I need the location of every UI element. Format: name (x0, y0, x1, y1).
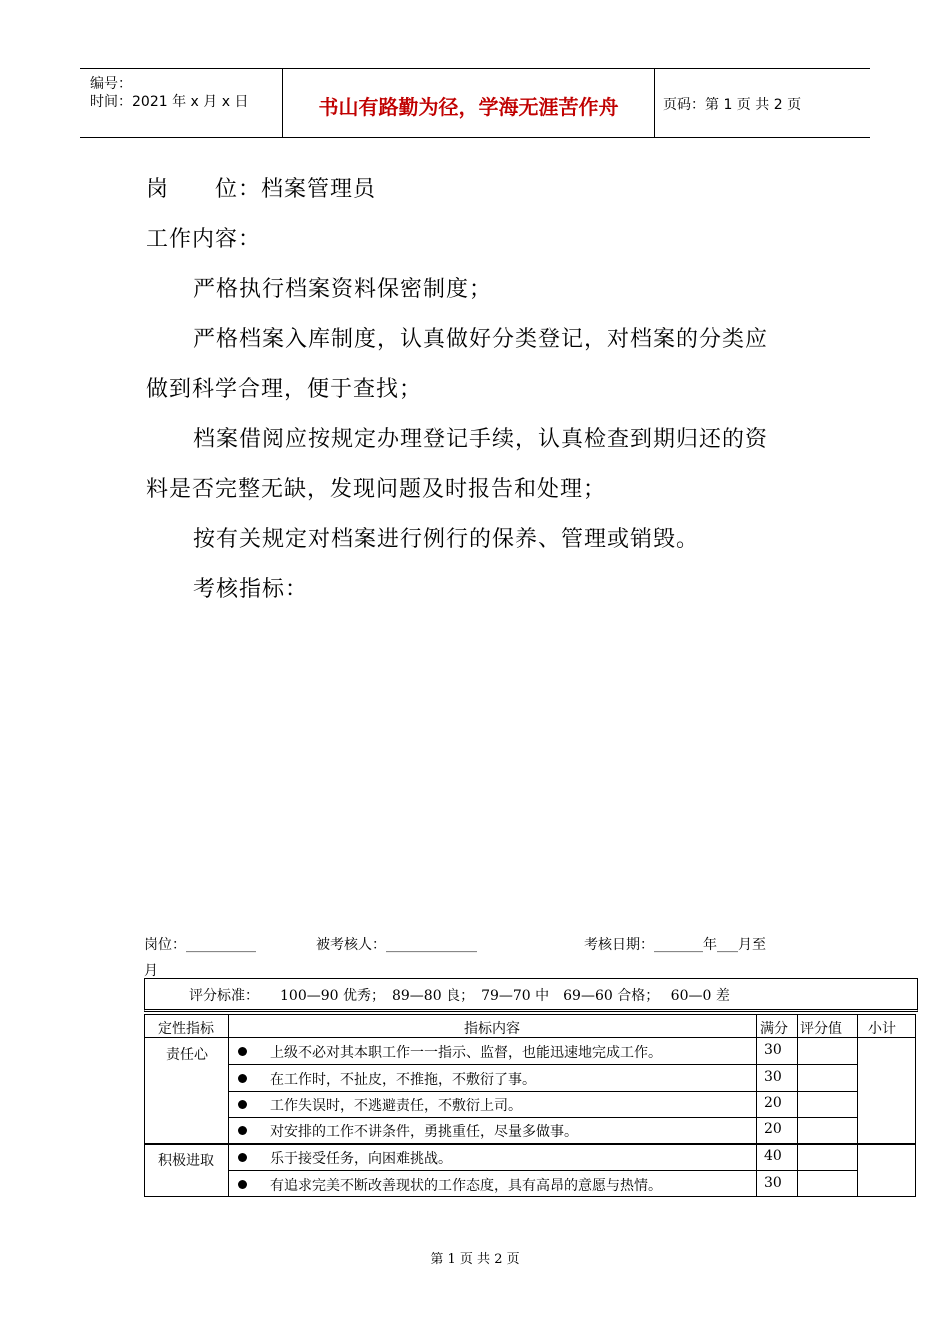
table-line (144, 1143, 916, 1145)
table-row-text: 对安排的工作不讲条件，勇挑重任，尽量多做事。 (270, 1124, 578, 1140)
table-line (228, 1091, 858, 1092)
work-item-2-line-2: 做到科学合理，便于查找； (146, 377, 423, 402)
bullet-icon (238, 1074, 247, 1083)
page-footer: 第 1 页 共 2 页 (430, 1252, 520, 1267)
work-item-3-line-2: 料是否完整无缺，发现问题及时报告和处理； (146, 477, 607, 502)
time-label: 时间：2021 年 x 月 x 日 (90, 94, 249, 110)
header-motto: 书山有路勤为径，学海无涯苦作舟 (318, 95, 619, 119)
bullet-icon (238, 1153, 247, 1162)
table-row-text: 有追求完美不断改善现状的工作态度，具有高昂的意愿与热情。 (270, 1178, 662, 1194)
bullet-icon (238, 1126, 247, 1135)
table-row-text: 上级不必对其本职工作一一指示、监督，也能迅速地完成工作。 (270, 1045, 662, 1061)
form-date-field: 考核日期：_______年___月至 (584, 937, 766, 953)
table-row-full: 20 (764, 1095, 782, 1111)
assess-label: 考核指标： (193, 577, 309, 602)
scoring-standard-box (144, 978, 918, 1012)
work-item-1: 严格执行档案资料保密制度； (193, 277, 493, 302)
table-line (797, 1014, 798, 1197)
header-motto-cell (283, 69, 655, 137)
table-line (144, 1014, 145, 1197)
table-line (857, 1014, 858, 1197)
work-item-3-line-1: 档案借阅应按规定办理登记手续，认真检查到期归还的资 (193, 427, 769, 452)
form-assessee-field: 被考核人：_____________ (316, 937, 477, 953)
table-line (228, 1117, 858, 1118)
number-label: 编号： (90, 76, 132, 92)
work-label: 工作内容： (146, 227, 262, 252)
col-full: 满分 (760, 1021, 788, 1037)
bullet-icon (238, 1180, 247, 1189)
table-row-text: 工作失误时，不逃避责任，不敷衍上司。 (270, 1098, 522, 1114)
table-line (756, 1014, 757, 1197)
table-row-full: 30 (764, 1175, 782, 1191)
table-line (228, 1014, 229, 1197)
page-info: 页码：第 1 页 共 2 页 (663, 97, 802, 113)
scoring-standard: 评分标准： 100—90 优秀； 89—80 良； 79—70 中 69—60 合格； 60—0 差 (189, 988, 730, 1004)
table-row-full: 30 (764, 1042, 782, 1058)
table-row-text: 乐于接受任务，向困难挑战。 (270, 1151, 452, 1167)
form-date-continuation: 月 (144, 963, 158, 979)
header-meta (80, 69, 283, 137)
work-item-2-line-1: 严格档案入库制度，认真做好分类登记，对档案的分类应 (193, 327, 769, 352)
position-line: 岗 位：档案管理员 (146, 177, 377, 202)
work-item-4: 按有关规定对档案进行例行的保养、管理或销毁。 (193, 527, 700, 552)
table-line (144, 1196, 916, 1197)
table-row-text: 在工作时，不扯皮，不推拖，不敷衍了事。 (270, 1072, 536, 1088)
col-subtotal: 小计 (868, 1021, 896, 1037)
bullet-icon (238, 1047, 247, 1056)
group-initiative: 积极进取 (158, 1153, 214, 1169)
form-post-field: 岗位：__________ (144, 937, 256, 953)
table-row-full: 40 (764, 1148, 782, 1164)
table-row-full: 20 (764, 1121, 782, 1137)
bullet-icon (238, 1100, 247, 1109)
table-line (915, 1014, 916, 1197)
col-content: 指标内容 (464, 1021, 520, 1037)
page-header (80, 68, 870, 138)
col-score: 评分值 (800, 1021, 842, 1037)
table-line (228, 1064, 858, 1065)
table-line (228, 1170, 858, 1171)
group-responsibility: 责任心 (166, 1047, 208, 1063)
table-row-full: 30 (764, 1069, 782, 1085)
col-indicator: 定性指标 (158, 1021, 214, 1037)
table-line (144, 1014, 916, 1015)
